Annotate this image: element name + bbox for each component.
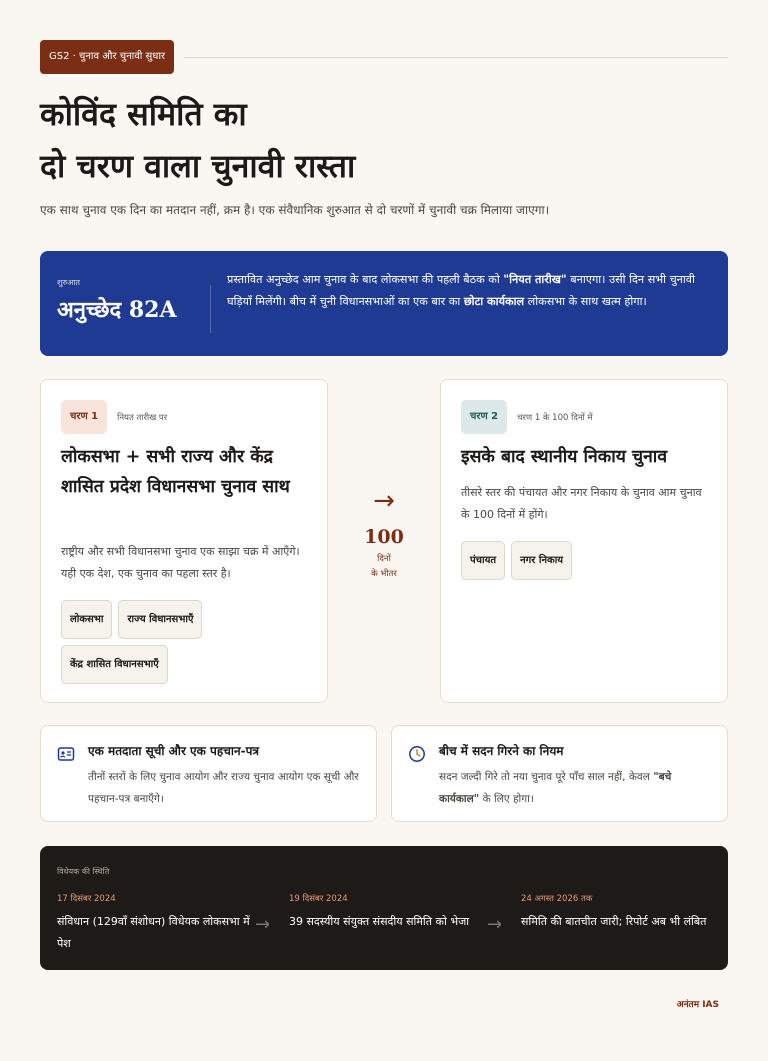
timeline-item xyxy=(289,893,489,933)
transition-unit-2: के भीतर xyxy=(371,569,397,579)
timeline-arrow-icon: → xyxy=(487,914,503,935)
timeline-item xyxy=(521,893,721,933)
id-card-icon xyxy=(57,745,75,763)
phase-2-description: तीसरे स्तर की पंचायत और नगर निकाय के चुनाव आम चुनाव के 100 दिनों में होंगे। xyxy=(461,486,702,521)
bill-status-panel xyxy=(40,846,728,970)
midterm-rule-title: बीच में सदन गिरने का नियम xyxy=(439,744,564,758)
timeline-event: 39 सदस्यीय संयुक्त संसदीय समिति को भेजा xyxy=(289,915,470,928)
voter-list-description: तीनों स्तरों के लिए चुनाव आयोग और राज्य चुनाव आयोग एक सूची और पहचान-पत्र बनाएँगे। xyxy=(88,771,359,805)
phase-1-card xyxy=(40,379,328,703)
article-name: अनुच्छेद 82A xyxy=(57,297,177,323)
chip-panchayat: पंचायत xyxy=(461,541,505,580)
title-line-2: दो चरण वाला चुनावी रास्ता xyxy=(40,147,356,185)
phase-2-note: चरण 1 के 100 दिनों में xyxy=(517,412,593,423)
header-divider xyxy=(184,57,728,58)
phase-2-chips xyxy=(461,541,713,580)
right-arrow-icon: → xyxy=(373,486,395,516)
phase-2-badge: चरण 2 xyxy=(461,400,507,434)
chip-state-assemblies: राज्य विधानसभाएँ xyxy=(118,600,202,639)
phase-1-chips xyxy=(61,600,313,684)
topic-tag: GS2 · चुनाव और चुनावी सुधार xyxy=(40,40,174,74)
timeline-event: संविधान (129वाँ संशोधन) विधेयक लोकसभा में पेश xyxy=(57,915,250,950)
timeline-date: 19 दिसंबर 2024 xyxy=(289,894,348,904)
transition-unit-1: दिनों xyxy=(377,554,391,564)
article-kicker: शुरुआत xyxy=(57,278,80,287)
timeline-event: समिति की बातचीत जारी; रिपोर्ट अब भी लंबित xyxy=(521,915,707,928)
phase-1-badge: चरण 1 xyxy=(61,400,107,434)
chip-ut-assemblies: केंद्र शासित विधानसभाएँ xyxy=(61,645,168,684)
phase-2-card xyxy=(440,379,728,703)
header-row xyxy=(40,40,728,74)
title-line-1: कोविंद समिति का xyxy=(40,95,247,133)
timeline-arrow-icon: → xyxy=(255,914,271,935)
article-divider xyxy=(210,285,211,333)
phase-1-note: नियत तारीख पर xyxy=(117,412,168,423)
bill-status-kicker: विधेयक की स्थिति xyxy=(57,867,110,876)
phase-2-title: इसके बाद स्थानीय निकाय चुनाव xyxy=(461,447,668,467)
voter-list-card xyxy=(40,725,377,822)
timeline-date: 24 अगस्त 2026 तक xyxy=(521,894,593,904)
midterm-rule-description: सदन जल्दी गिरे तो नया चुनाव पूरे पाँच साल नहीं, केवल "बचे कार्यकाल" के लिए होगा। xyxy=(439,771,672,805)
transition-days: 100 xyxy=(364,526,404,548)
clock-icon xyxy=(408,745,426,763)
timeline-item xyxy=(57,893,257,955)
chip-lok-sabha: लोकसभा xyxy=(61,600,112,639)
phase-1-description: राष्ट्रीय और सभी विधानसभा चुनाव एक साझा चक्र में आएँगे। यही एक देश, एक चुनाव का पहला स्तर है। xyxy=(61,545,300,580)
chip-municipal: नगर निकाय xyxy=(511,541,572,580)
brand-footer: अनंतम IAS xyxy=(676,1000,719,1010)
timeline-date: 17 दिसंबर 2024 xyxy=(57,894,116,904)
article-82a-banner xyxy=(40,251,728,356)
phase-1-title: लोकसभा + सभी राज्य और केंद्र शासित प्रदेश विधानसभा चुनाव साथ xyxy=(61,447,290,497)
transition-marker xyxy=(352,486,416,582)
article-description: प्रस्तावित अनुच्छेद आम चुनाव के बाद लोकसभा की पहली बैठक को "नियत तारीख" बनाएगा। उसी दिन सभी चुनावी घड़ियाँ मिलेंगी। बीच में चुनी विधानसभाओं का एक बार का छोटा कार्यकाल लोकसभा के साथ खत्म होगा। xyxy=(227,273,695,308)
page-subtitle: एक साथ चुनाव एक दिन का मतदान नहीं, क्रम है। एक संवैधानिक शुरुआत से दो चरणों में चुनावी चक्र मिलाया जाएगा। xyxy=(40,203,550,217)
voter-list-title: एक मतदाता सूची और एक पहचान-पत्र xyxy=(88,744,260,758)
midterm-rule-card xyxy=(391,725,728,822)
page-title xyxy=(40,88,560,192)
